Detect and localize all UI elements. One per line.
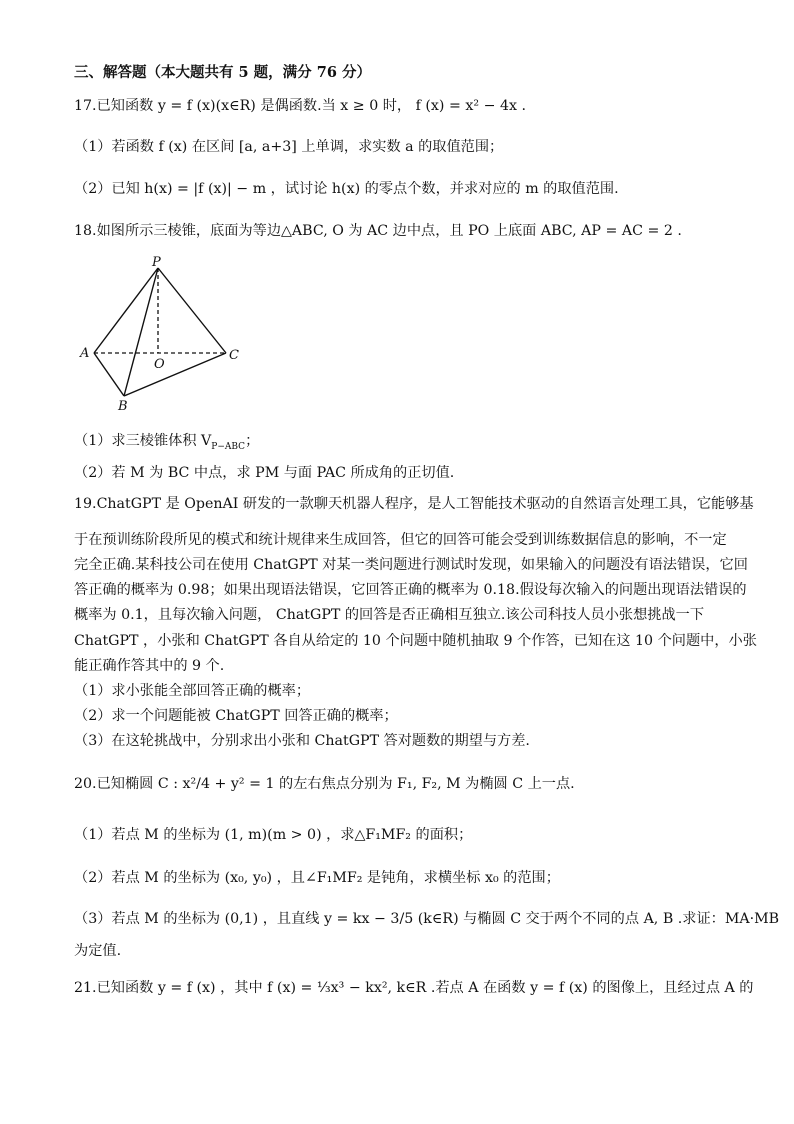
q19-line-2: 于在预训练阶段所见的模式和统计规律来生成回答，但它的回答可能会受到训练数据信息的影响，不一定 bbox=[74, 532, 727, 548]
q19-line-1: 19.ChatGPT 是 OpenAI 研发的一款聊天机器人程序，是人工智能技术驱动的自然语言处理工具，它能够基 bbox=[74, 496, 754, 512]
q18-part2: （2）若 M 为 BC 中点，求 PM 与面 PAC 所成角的正切值. bbox=[74, 465, 455, 481]
label-p: P bbox=[152, 256, 161, 270]
q18-part1 bbox=[74, 432, 259, 456]
q18-part1-text: （1）求三棱锥体积 V bbox=[74, 433, 212, 449]
q17-stem: 17.已知函数 y = f (x)(x∈R) 是偶函数.当 x ≥ 0 时， f (x) = x² − 4x . bbox=[74, 98, 527, 114]
q20-part3: （3）若点 M 的坐标为 (0,1) ，且直线 y = kx − 3/5 (k∈R) 与椭圆 C 交于两个不同的点 A, B .求证：MA·MB bbox=[74, 911, 780, 927]
pyramid-figure bbox=[74, 256, 254, 416]
q18-part1-subscript: P−ABC bbox=[211, 441, 246, 452]
label-c: C bbox=[229, 348, 239, 363]
q20-part3-end: 为定值. bbox=[74, 943, 122, 959]
q20-part1: （1）若点 M 的坐标为 (1, m)(m > 0) ，求△F₁MF₂ 的面积； bbox=[74, 827, 473, 843]
q19-line-4: 答正确的概率为 0.98；如果出现语法错误，它回答正确的概率为 0.18.假设每次输入的问题出现语法错误的 bbox=[74, 582, 747, 598]
q19-part1: （1）求小张能全部回答正确的概率； bbox=[74, 683, 311, 699]
q19-line-3: 完全正确.某科技公司在使用 ChatGPT 对某一类问题进行测试时发现，如果输入的问题没有语法错误，它回 bbox=[74, 557, 748, 573]
q21-stem: 21.已知函数 y = f (x) ，其中 f (x) = ⅓x³ − kx², k∈R .若点 A 在函数 y = f (x) 的图像上，且经过点 A 的 bbox=[74, 980, 754, 996]
q18-stem: 18.如图所示三棱锥，底面为等边△ABC, O 为 AC 边中点，且 PO 上底面 ABC, AP = AC = 2 . bbox=[74, 223, 682, 239]
q20-stem: 20.已知椭圆 C : x²/4 + y² = 1 的左右焦点分别为 F₁, F₂, M 为椭圆 C 上一点. bbox=[74, 776, 575, 792]
q19-part3: （3）在这轮挑战中，分别求出小张和 ChatGPT 答对题数的期望与方差. bbox=[74, 733, 530, 749]
q19-line-6: ChatGPT ，小张和 ChatGPT 各自从给定的 10 个问题中随机抽取 9 个作答，已知在这 10 个问题中，小张 bbox=[74, 633, 757, 649]
q19-line-5: 概率为 0.1，且每次输入问题， ChatGPT 的回答是否正确相互独立.该公司科技人员小张想挑战一下 bbox=[74, 607, 705, 623]
section-heading: 三、解答题（本大题共有 5 题，满分 76 分） bbox=[74, 64, 371, 81]
q17-part1: （1）若函数 f (x) 在区间 [a, a+3] 上单调，求实数 a 的取值范围； bbox=[74, 139, 504, 155]
q18-part1-end: ； bbox=[245, 433, 260, 449]
label-b: B bbox=[118, 399, 128, 414]
q20-part2: （2）若点 M 的坐标为 (x₀, y₀) ，且∠F₁MF₂ 是钝角，求横坐标 x₀ 的范围； bbox=[74, 870, 560, 886]
q19-part2: （2）求一个问题能被 ChatGPT 回答正确的概率； bbox=[74, 708, 398, 724]
label-a: A bbox=[80, 346, 90, 361]
q17-part2: （2）已知 h(x) = |f (x)| − m ，试讨论 h(x) 的零点个数，并求对应的 m 的取值范围. bbox=[74, 181, 619, 197]
q19-line-7: 能正确作答其中的 9 个. bbox=[74, 658, 225, 674]
label-o: O bbox=[154, 357, 165, 372]
